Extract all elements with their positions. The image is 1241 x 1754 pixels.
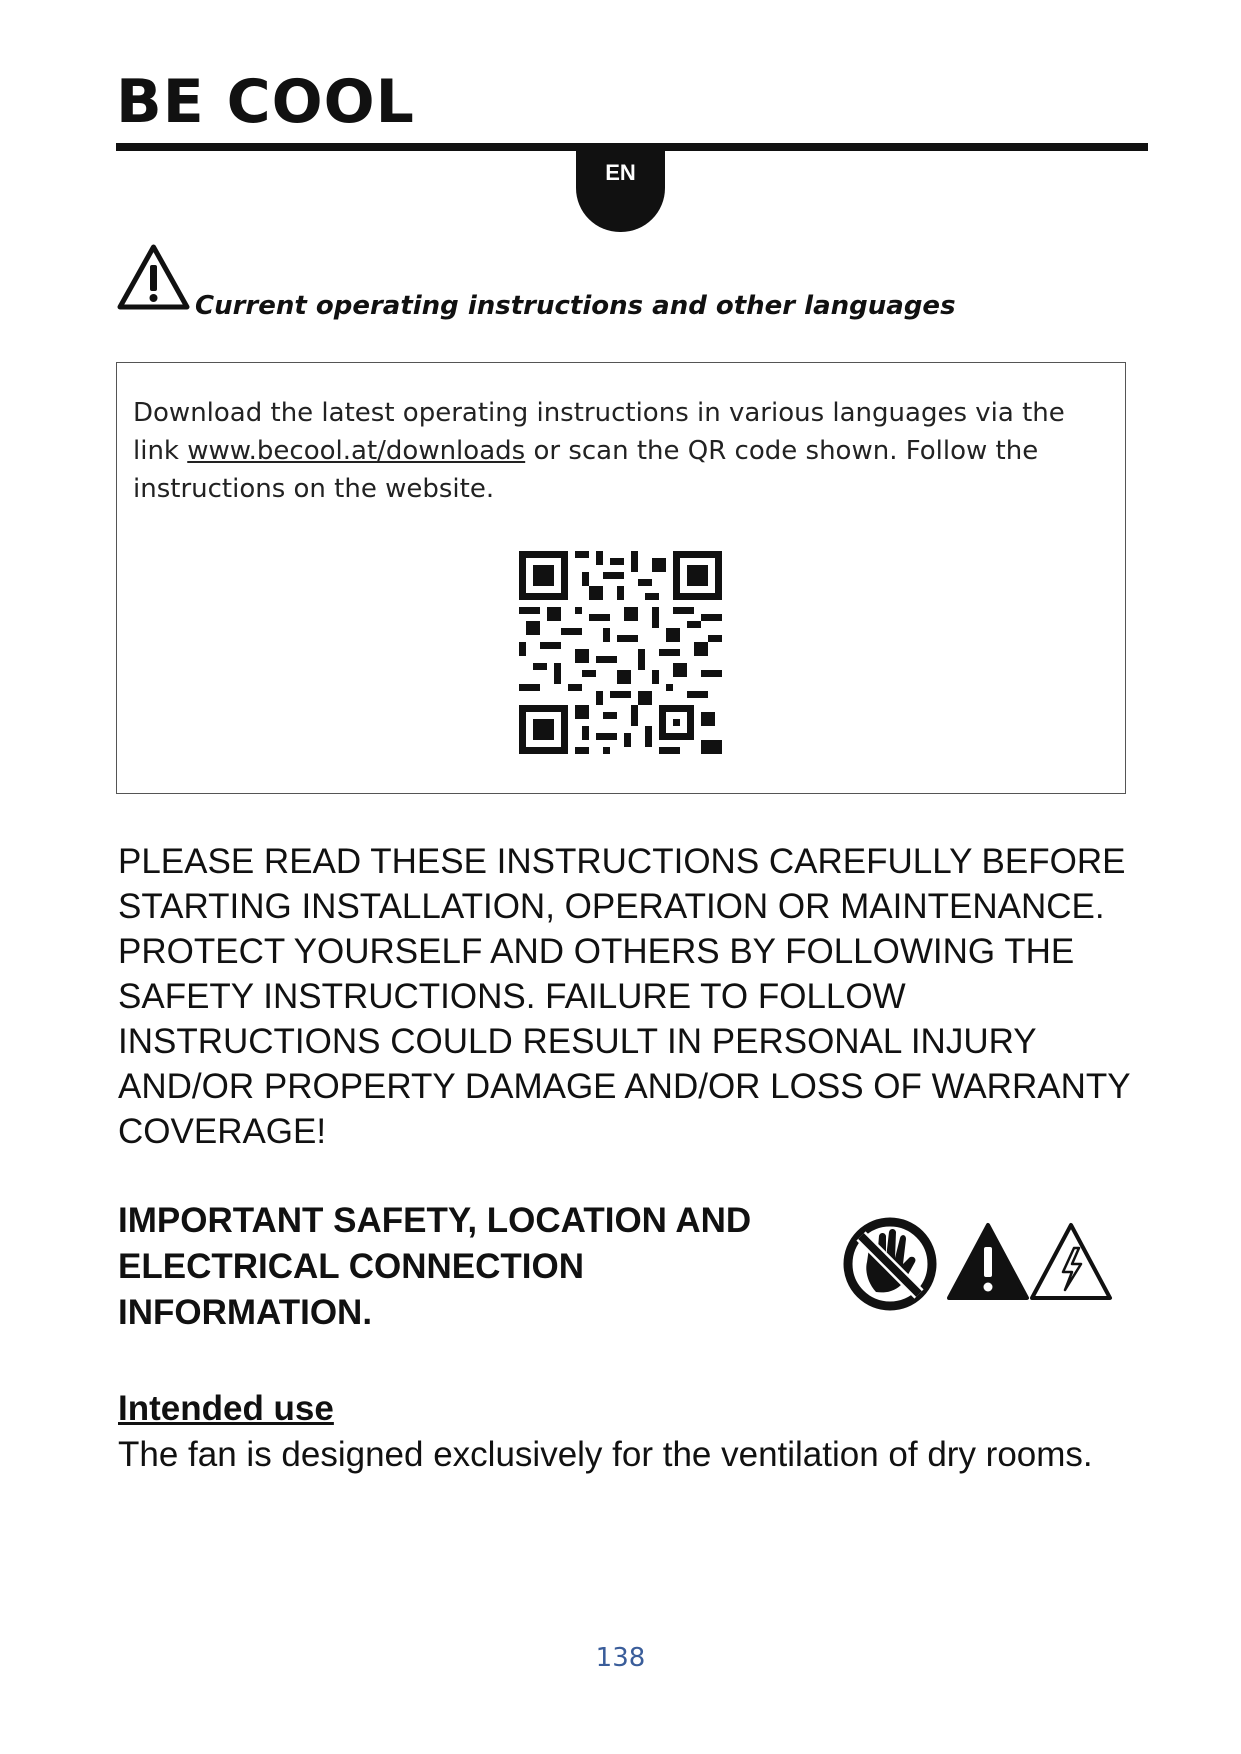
brand-logo — [116, 67, 416, 137]
section-title: Current operating instructions and other languages — [195, 291, 956, 321]
electrical-hazard-icon — [1032, 1225, 1110, 1298]
download-text-before: Download the latest operating instructions in various languages via the link — [133, 398, 1065, 466]
warning-triangle-icon — [116, 243, 191, 311]
downloads-link[interactable]: www.becool.at/downloads — [187, 436, 526, 466]
download-instructions — [133, 394, 1093, 508]
safety-heading: IMPORTANT SAFETY, LOCATION AND ELECTRICAL CONNECTION INFORMATION. — [118, 1201, 752, 1332]
qr-code[interactable] — [519, 551, 722, 754]
page-number: 138 — [595, 1643, 646, 1673]
intended-use-heading: Intended use — [118, 1389, 334, 1428]
safety-warning-caps: PLEASE READ THESE INSTRUCTIONS CAREFULLY BEFORE STARTING INSTALLATION, OPERATION OR MAINTENANCE. PROTECT YOURSELF AND OTHERS BY FOLLOWING THE SAFETY INSTRUCTIONS. FAILURE TO FOLLOW INSTRUCTIONS COULD RESULT IN PERSONAL INJURY AND/OR PROPERTY DAMAGE AND/OR LOSS OF WARRANTY COVERAGE! — [118, 842, 1130, 1151]
intended-use-text: The fan is designed exclusively for the ventilation of dry rooms. — [118, 1435, 1093, 1474]
warning-icon — [949, 1225, 1027, 1298]
no-touch-icon — [848, 1222, 932, 1306]
safety-icons — [843, 1212, 1128, 1317]
download-text-after: or scan the QR code shown. Follow the instructions on the website. — [133, 436, 1039, 504]
language-tab: EN — [576, 143, 665, 232]
brand-logo-text: BE COOL — [116, 67, 415, 137]
